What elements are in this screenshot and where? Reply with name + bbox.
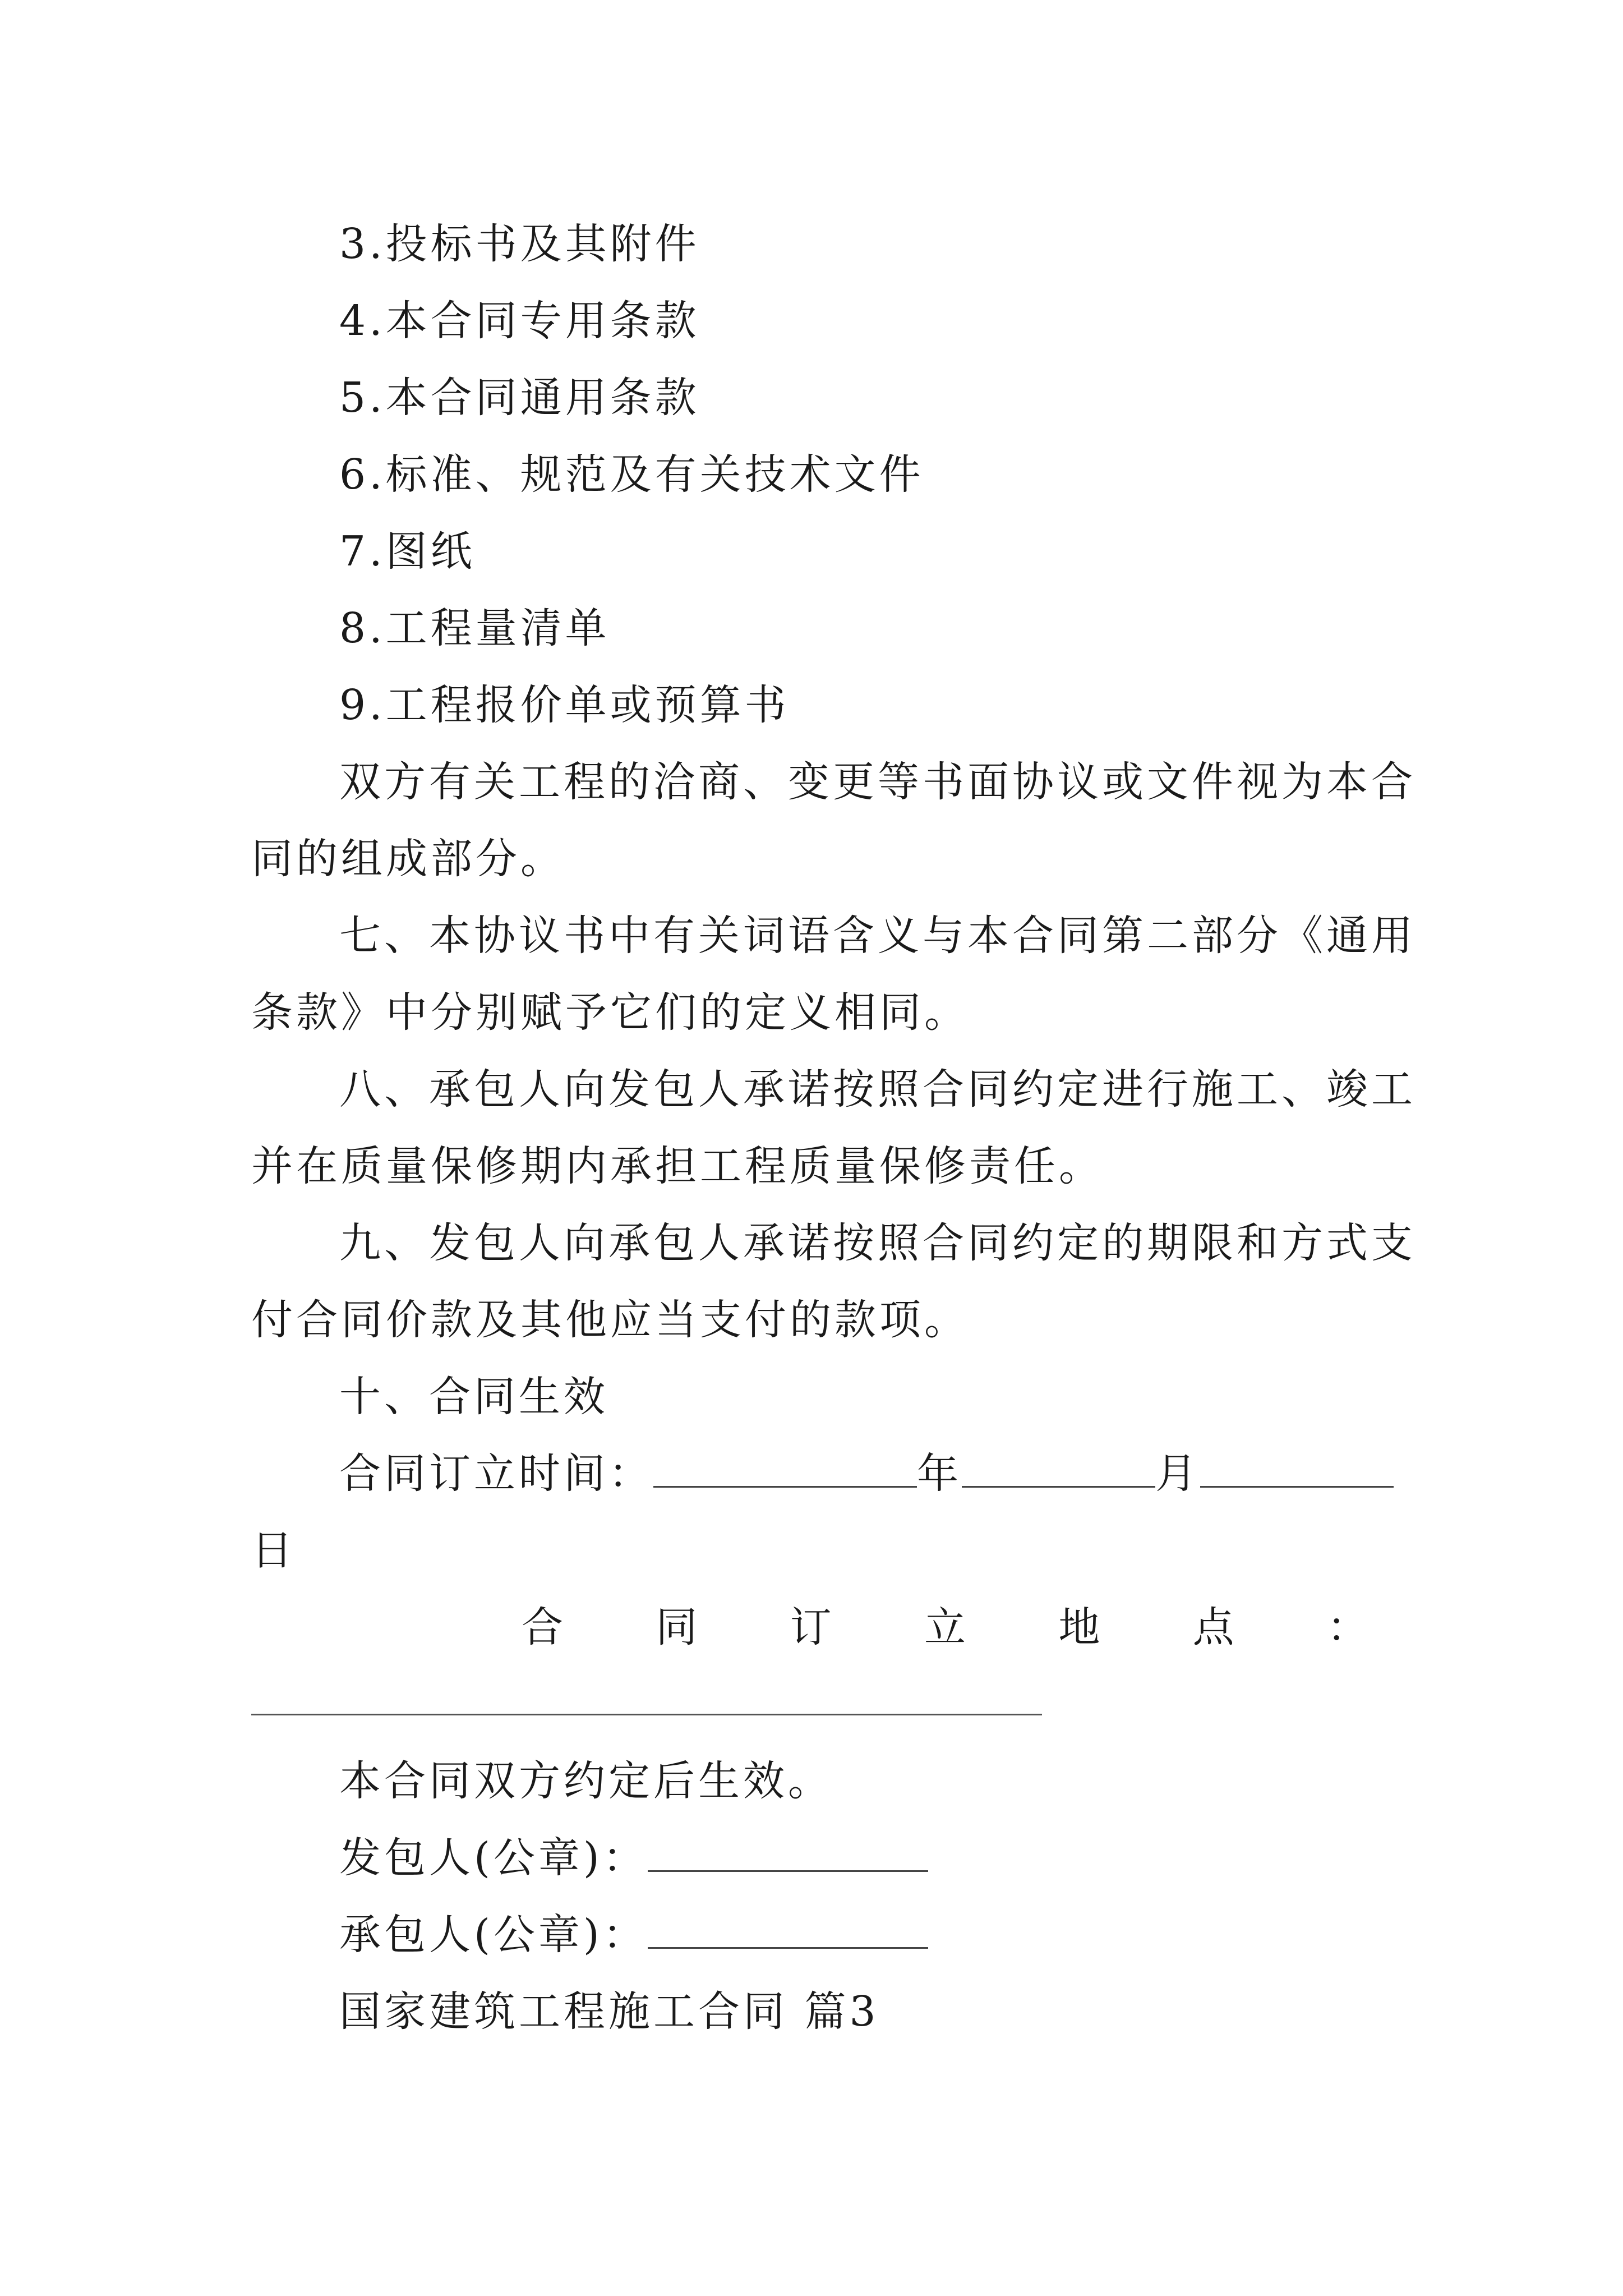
contractor-seal-label: 承包人(公章)： — [339, 1911, 648, 1959]
clause-seven-line1: 七、本协议书中有关词语含义与本合同第二部分《通用 — [339, 912, 1416, 960]
clause-nine-line2: 付合同价款及其他应当支付的款项。 — [251, 1296, 969, 1344]
para-supplement-line2: 同的组成部分。 — [251, 835, 565, 883]
sign-day-unit: 日 — [251, 1526, 296, 1575]
employer-seal-field[interactable] — [648, 1831, 928, 1872]
list-item-3: 3.投标书及其附件 — [339, 220, 700, 268]
clause-ten-heading: 十、合同生效 — [339, 1373, 608, 1421]
sign-place-label — [522, 1599, 1368, 1655]
sign-time-row — [339, 1446, 1394, 1502]
sign-year-unit: 年 — [917, 1450, 962, 1498]
list-item-5: 5.本合同通用条款 — [339, 374, 700, 422]
employer-seal-row — [339, 1830, 928, 1886]
sign-place-field[interactable] — [251, 1714, 1042, 1715]
sign-month-field[interactable] — [962, 1447, 1155, 1488]
sign-year-field[interactable] — [653, 1447, 917, 1488]
clause-seven-line2: 条款》中分别赋予它们的定义相同。 — [251, 988, 969, 1037]
clause-nine-line1: 九、发包人向承包人承诺按照合同约定的期限和方式支 — [339, 1219, 1416, 1267]
clause-eight-line1: 八、承包人向发包人承诺按照合同约定进行施工、竣工 — [339, 1065, 1416, 1114]
contractor-seal-row — [339, 1907, 928, 1963]
list-item-4: 4.本合同专用条款 — [339, 297, 700, 345]
sign-place-char: ： — [1326, 1603, 1368, 1651]
effective-note: 本合同双方约定后生效。 — [339, 1757, 833, 1805]
sign-place-char: 立 — [924, 1603, 966, 1651]
sign-time-label: 合同订立时间： — [339, 1450, 653, 1498]
sign-month-unit: 月 — [1155, 1450, 1200, 1498]
list-item-7: 7.图纸 — [339, 527, 476, 576]
next-section-title: 国家建筑工程施工合同 篇3 — [339, 1987, 879, 2036]
clause-eight-line2: 并在质量保修期内承担工程质量保修责任。 — [251, 1142, 1104, 1190]
list-item-6: 6.标准、规范及有关技术文件 — [339, 450, 924, 499]
sign-place-char: 同 — [656, 1603, 698, 1651]
list-item-9: 9.工程报价单或预算书 — [339, 681, 790, 729]
sign-place-char: 地 — [1058, 1603, 1100, 1651]
sign-place-char: 订 — [790, 1603, 832, 1651]
list-item-8: 8.工程量清单 — [339, 604, 610, 652]
para-supplement-line1: 双方有关工程的洽商、变更等书面协议或文件视为本合 — [339, 758, 1416, 806]
employer-seal-label: 发包人(公章)： — [339, 1834, 648, 1882]
sign-place-char: 合 — [522, 1603, 563, 1651]
sign-place-char: 点 — [1192, 1603, 1234, 1651]
sign-day-field[interactable] — [1200, 1447, 1394, 1488]
contractor-seal-field[interactable] — [648, 1908, 928, 1949]
